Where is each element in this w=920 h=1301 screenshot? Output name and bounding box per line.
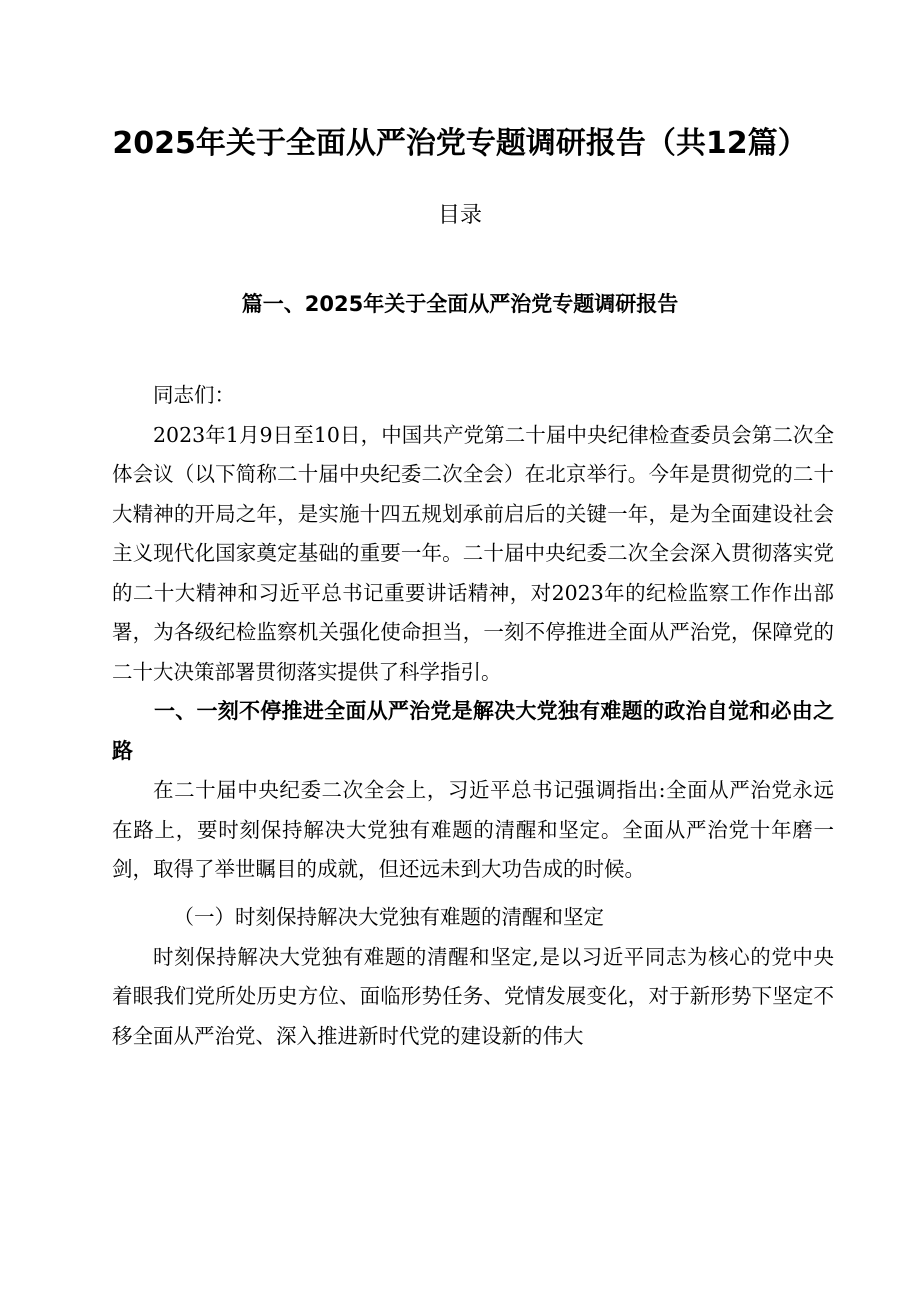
toc-heading: 目录 — [437, 203, 482, 228]
subsection-1-heading: （一）时刻保持解决大党独有难题的清醒和坚定 — [173, 904, 604, 929]
document-title: 2025年关于全面从严治党专题调研报告（共12篇） — [112, 126, 808, 161]
section-1-heading: 一、一刻不停推进全面从严治党是解决大党独有难题的政治自觉和必由之路 — [112, 699, 834, 763]
salutation: 同志们： — [153, 383, 235, 407]
document-body — [112, 376, 834, 1056]
paragraph-3: 时刻保持解决大党独有难题的清醒和坚定,是以习近平同志为核心的党中央着眼我们党所处历史方位、面临形势任务、党情发展变化，对于新形势下坚定不移全面从严治党、深入推进新时代党的建设新的伟大 — [112, 944, 834, 1048]
paragraph-1: 2023年1月9日至10日，中国共产党第二十届中央纪律检查委员会第二次全体会议（以下简称二十届中央纪委二次全会）在北京举行。今年是贯彻党的二十大精神的开局之年，是实施十四五规划承前启后的关键一年，是为全面建设社会主义现代化国家奠定基础的重要一年。二十届中央纪委二次全会深入贯彻落实党的二十大精神和习近平总书记重要讲话精神，对2023年的纪检监察工作作出部署，为各级纪检监察机关强化使命担当，一刻不停推进全面从严治党，保障党的二十大决策部署贯彻落实提供了科学指引。 — [112, 422, 834, 684]
toc-entry-1[interactable]: 篇一、2025年关于全面从严治党专题调研报告 — [241, 292, 679, 316]
paragraph-2: 在二十届中央纪委二次全会上，习近平总书记强调指出:全面从严治党永远在路上，要时刻保持解决大党独有难题的清醒和坚定。全面从严治党十年磨一剑，取得了举世瞩目的成就，但还远未到大功告成的时候。 — [112, 778, 834, 881]
